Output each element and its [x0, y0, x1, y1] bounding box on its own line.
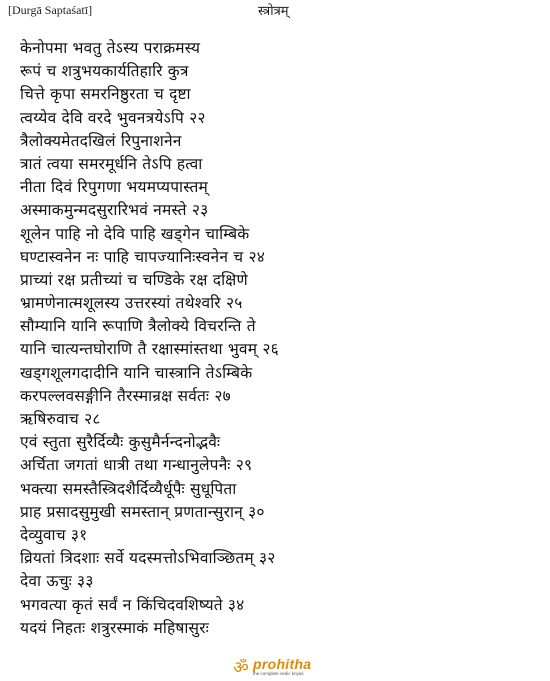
- verse-line: यदयं निहतः शत्रुरस्माकं महिषासुरः: [20, 618, 209, 637]
- svg-text:ॐ: ॐ: [233, 658, 249, 677]
- verse-text: [20, 37, 545, 640]
- verse-line: प्राह प्रसादसुमुखी समस्तान् प्रणतान्सुरान् ३०: [20, 502, 265, 521]
- verse-line: अर्चिता जगतां धात्री तथा गन्धानुलेपनैः २९: [20, 456, 253, 475]
- logo-tagline: the complete vedic kriyas: [253, 671, 304, 677]
- verse-line: प्राच्यां रक्ष प्रतीच्यां च चण्डिके रक्ष दक्षिणे: [20, 270, 248, 289]
- verse-line: ऋषिरुवाच २८: [20, 410, 101, 428]
- verse-line: शूलेन पाहि नो देवि पाहि खड्गेन चाम्बिके: [20, 224, 250, 243]
- verse-line: नीता दिवं रिपुगणा भयमप्यपास्तम्: [20, 178, 208, 197]
- verse-line: देवा ऊचुः ३३: [20, 572, 94, 591]
- publisher-logo[interactable]: [231, 656, 311, 678]
- verse-line: त्रातं त्वया समरमूर्धनि तेऽपि हत्वा: [20, 154, 203, 173]
- verse-line: व्रियतां त्रिदशाः सर्वे यदस्मत्तोऽभिवाञ्छितम् ३२: [20, 549, 276, 568]
- verse-line: त्वय्येव देवि वरदे भुवनत्रयेऽपि २२: [20, 108, 206, 127]
- verse-line: चित्ते कृपा समरनिष्ठुरता च दृष्टा: [20, 85, 191, 104]
- verse-line: भक्त्या समस्तैस्त्रिदशैर्दिव्यैर्धूपैः सुधूपिता: [20, 479, 237, 498]
- verse-line: भगवत्या कृतं सर्वं न किंचिदवशिष्यते ३४: [20, 595, 245, 614]
- verse-line: घण्टास्वनेन नः पाहि चापज्यानिःस्वनेन च २४: [20, 247, 265, 266]
- verse-line: खड्गशूलगदादीनि यानि चास्त्रानि तेऽम्बिके: [20, 363, 253, 382]
- verse-line: अस्माकमुन्मदसुरारिभवं नमस्ते २३: [20, 201, 209, 220]
- logo-name: prohitha: [253, 656, 312, 673]
- verse-line: रूपं च शत्रुभयकार्यतिहारि कुत्र: [20, 62, 189, 81]
- verse-line: देव्युवाच ३१: [20, 525, 88, 544]
- verse-line: एवं स्तुता सुरैर्दिव्यैः कुसुमैर्नन्दनोद्भवैः: [20, 433, 221, 452]
- verse-line: यानि चात्यन्तघोराणि तै रक्षास्मांस्तथा भुवम् २६: [20, 340, 279, 359]
- verse-line: करपल्लवसङ्गीनि तैरस्मान्रक्ष सर्वतः २७: [20, 386, 231, 405]
- verse-line: त्रैलोक्यमेतदखिलं रिपुनाशनेन: [20, 131, 182, 150]
- section-title: स्त्रोत्रम्: [258, 4, 289, 19]
- om-icon: [231, 657, 251, 677]
- verse-line: भ्रामणेनात्मशूलस्य उत्तरस्यां तथेश्वरि २५: [20, 294, 243, 313]
- verse-line: सौम्यानि यानि रूपाणि त्रैलोक्ये विचरन्ति ते: [20, 317, 256, 336]
- source-title: [Durgā Saptaśatī]: [8, 3, 93, 17]
- verse-line: केनोपमा भवतु तेऽस्य पराक्रमस्य: [20, 39, 201, 57]
